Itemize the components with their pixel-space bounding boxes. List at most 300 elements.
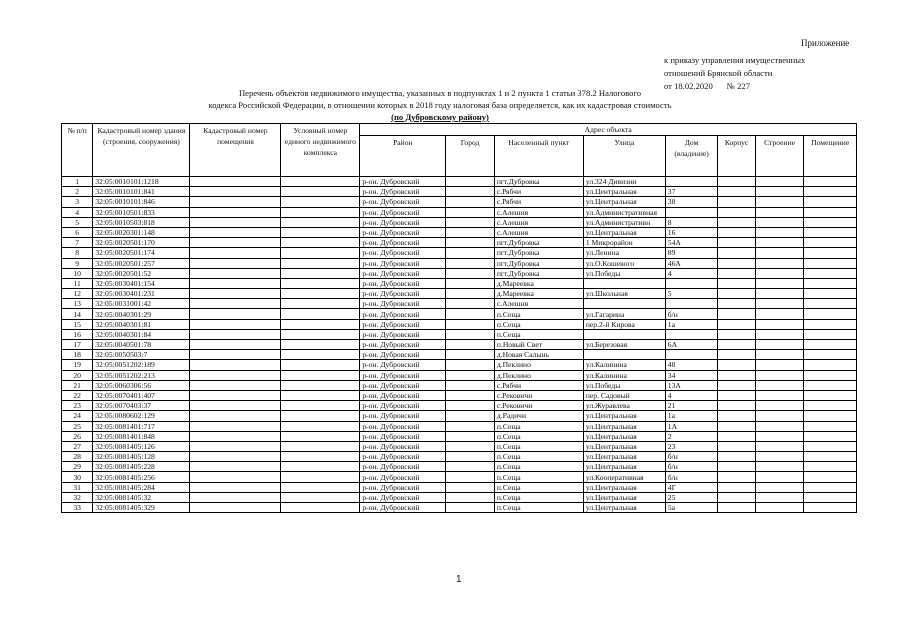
street-cell: ул.О.Кошевого (583, 258, 665, 268)
locality-cell: п.Сеща (494, 503, 583, 513)
building-cell (755, 390, 804, 400)
table-row (62, 350, 857, 360)
complex-number (281, 431, 360, 441)
complex-number (281, 452, 360, 462)
korpus-cell (718, 319, 755, 329)
korpus-cell (718, 472, 755, 482)
table-row (62, 197, 857, 207)
table-row (62, 431, 857, 441)
order-number: № 227 (726, 81, 751, 91)
table-row (62, 380, 857, 390)
korpus-cell (718, 197, 755, 207)
city-cell (446, 431, 495, 441)
building-cell (755, 248, 804, 258)
locality-cell: с.Рековичи (494, 390, 583, 400)
building-cell (755, 207, 804, 217)
row-number: 32 (62, 492, 93, 502)
cadastral-number: 32:05:0030401:231 (93, 289, 190, 299)
row-number: 28 (62, 452, 93, 462)
row-number: 21 (62, 380, 93, 390)
locality-cell: с.Рябчи (494, 197, 583, 207)
col-cad-complex: Условный номер единого недвижимого комплекса (281, 124, 360, 177)
locality-cell: д.Пеклино (494, 360, 583, 370)
korpus-cell (718, 503, 755, 513)
district-cell: р-он. Дубровский (360, 360, 446, 370)
house-cell (665, 329, 718, 339)
locality-cell: пгт.Дубровка (494, 177, 583, 187)
korpus-cell (718, 299, 755, 309)
locality-cell: п.Сеща (494, 319, 583, 329)
row-number: 1 (62, 177, 93, 187)
complex-number (281, 482, 360, 492)
row-number: 6 (62, 227, 93, 237)
building-cell (755, 340, 804, 350)
cadastral-number: 32:05:0081405:128 (93, 452, 190, 462)
locality-cell: д.Мареевка (494, 278, 583, 288)
row-number: 15 (62, 319, 93, 329)
korpus-cell (718, 217, 755, 227)
room-cell (804, 268, 857, 278)
district-cell: р-он. Дубровский (360, 248, 446, 258)
korpus-cell (718, 177, 755, 187)
street-cell: ул.Центральная (583, 431, 665, 441)
korpus-cell (718, 289, 755, 299)
cadastral-number: 32:05:0081405:32 (93, 492, 190, 502)
district-cell: р-он. Дубровский (360, 258, 446, 268)
house-cell (665, 177, 718, 187)
district-cell: р-он. Дубровский (360, 329, 446, 339)
city-cell (446, 258, 495, 268)
col-house: Дом (владение) (665, 136, 718, 177)
street-cell: ул.Ленина (583, 248, 665, 258)
cadastral-number: 32:05:0081401:717 (93, 421, 190, 431)
table-row (62, 177, 857, 187)
room-cadastral (190, 258, 281, 268)
locality-cell: п.Сеща (494, 492, 583, 502)
table-row (62, 441, 857, 451)
table-row (62, 238, 857, 248)
cadastral-number: 32:05:0081405:284 (93, 482, 190, 492)
city-cell (446, 227, 495, 237)
table-row (62, 187, 857, 197)
house-cell: 5 (665, 289, 718, 299)
table-row (62, 411, 857, 421)
building-cell (755, 421, 804, 431)
table-row (62, 452, 857, 462)
building-cell (755, 329, 804, 339)
korpus-cell (718, 238, 755, 248)
house-cell: 37 (665, 187, 718, 197)
district-cell: р-он. Дубровский (360, 431, 446, 441)
table-row (62, 482, 857, 492)
appendix-label: Приложение (801, 38, 850, 48)
complex-number (281, 207, 360, 217)
building-cell (755, 299, 804, 309)
col-num: № п/п (62, 124, 93, 177)
city-cell (446, 350, 495, 360)
locality-cell: п.Сеща (494, 482, 583, 492)
locality-cell: д.Новая Салынь (494, 350, 583, 360)
col-cad-room: Кадастровый номер помещения (190, 124, 281, 177)
cadastral-number: 32:05:0060306:56 (93, 380, 190, 390)
city-cell (446, 329, 495, 339)
room-cell (804, 380, 857, 390)
order-line-1: к приказу управления имущественных (664, 55, 806, 65)
locality-cell: п.Сеща (494, 329, 583, 339)
house-cell: 4Г (665, 482, 718, 492)
district-cell: р-он. Дубровский (360, 380, 446, 390)
korpus-cell (718, 268, 755, 278)
house-cell: 54А (665, 238, 718, 248)
complex-number (281, 401, 360, 411)
cadastral-number: 32:05:0020501:174 (93, 248, 190, 258)
room-cadastral (190, 217, 281, 227)
room-cell (804, 482, 857, 492)
korpus-cell (718, 390, 755, 400)
cadastral-number: 32:05:0030401:154 (93, 278, 190, 288)
room-cell (804, 350, 857, 360)
row-number: 18 (62, 350, 93, 360)
building-cell (755, 472, 804, 482)
room-cell (804, 462, 857, 472)
complex-number (281, 177, 360, 187)
building-cell (755, 360, 804, 370)
city-cell (446, 380, 495, 390)
house-cell: 25 (665, 492, 718, 502)
city-cell (446, 289, 495, 299)
street-cell (583, 350, 665, 360)
col-building: Строение (755, 136, 804, 177)
room-cell (804, 370, 857, 380)
building-cell (755, 319, 804, 329)
city-cell (446, 319, 495, 329)
room-cell (804, 187, 857, 197)
city-cell (446, 299, 495, 309)
house-cell: 4 (665, 268, 718, 278)
building-cell (755, 187, 804, 197)
locality-cell: п.Сеща (494, 452, 583, 462)
house-cell: 8 (665, 217, 718, 227)
room-cadastral (190, 177, 281, 187)
room-cadastral (190, 248, 281, 258)
district-cell: р-он. Дубровский (360, 299, 446, 309)
complex-number (281, 258, 360, 268)
building-cell (755, 177, 804, 187)
street-cell (583, 278, 665, 288)
district-cell: р-он. Дубровский (360, 268, 446, 278)
col-address: Адрес объекта (360, 124, 857, 136)
title-line-1: Перечень объектов недвижимого имущества, указанных в подпунктах 1 и 2 пункта 1 статьи 378.2 Налогового (238, 88, 642, 98)
city-cell (446, 503, 495, 513)
title-district: (по Дубровскому району) (391, 112, 489, 122)
cadastral-number: 32:05:0081405:329 (93, 503, 190, 513)
complex-number (281, 380, 360, 390)
building-cell (755, 452, 804, 462)
table-row (62, 492, 857, 502)
house-cell: 38 (665, 197, 718, 207)
complex-number (281, 248, 360, 258)
street-cell: ул.324 Дивизии (583, 177, 665, 187)
cadastral-number: 32:05:0010501:833 (93, 207, 190, 217)
cadastral-number: 32:05:0051202:189 (93, 360, 190, 370)
cadastral-number: 32:05:0010101:846 (93, 197, 190, 207)
room-cell (804, 258, 857, 268)
row-number: 19 (62, 360, 93, 370)
house-cell: 48 (665, 360, 718, 370)
locality-cell: п.Сеща (494, 462, 583, 472)
district-cell: р-он. Дубровский (360, 187, 446, 197)
room-cadastral (190, 401, 281, 411)
city-cell (446, 482, 495, 492)
district-cell: р-он. Дубровский (360, 309, 446, 319)
district-cell: р-он. Дубровский (360, 441, 446, 451)
korpus-cell (718, 278, 755, 288)
table-row (62, 207, 857, 217)
city-cell (446, 207, 495, 217)
complex-number (281, 360, 360, 370)
city-cell (446, 278, 495, 288)
room-cadastral (190, 329, 281, 339)
locality-cell: п.Сеща (494, 431, 583, 441)
locality-cell: пгт.Дубровка (494, 258, 583, 268)
col-district: Район (360, 136, 446, 177)
room-cadastral (190, 431, 281, 441)
district-cell: р-он. Дубровский (360, 462, 446, 472)
korpus-cell (718, 340, 755, 350)
street-cell: ул.Центральная (583, 187, 665, 197)
korpus-cell (718, 370, 755, 380)
table-row (62, 278, 857, 288)
street-cell: ул.Центральная (583, 441, 665, 451)
korpus-cell (718, 421, 755, 431)
street-cell (583, 329, 665, 339)
street-cell: ул.Административн (583, 217, 665, 227)
korpus-cell (718, 452, 755, 462)
district-cell: р-он. Дубровский (360, 503, 446, 513)
complex-number (281, 227, 360, 237)
building-cell (755, 401, 804, 411)
row-number: 24 (62, 411, 93, 421)
room-cadastral (190, 238, 281, 248)
district-cell: р-он. Дубровский (360, 197, 446, 207)
table-row (62, 299, 857, 309)
building-cell (755, 309, 804, 319)
table-row (62, 248, 857, 258)
row-number: 31 (62, 482, 93, 492)
room-cadastral (190, 309, 281, 319)
col-cad-building: Кадастровый номер здания (строения, сооружения) (93, 124, 190, 177)
table-row (62, 401, 857, 411)
room-cadastral (190, 421, 281, 431)
row-number: 4 (62, 207, 93, 217)
cadastral-number: 32:05:0020301:148 (93, 227, 190, 237)
table-row (62, 421, 857, 431)
room-cadastral (190, 492, 281, 502)
street-cell: ул.Центральная (583, 462, 665, 472)
korpus-cell (718, 462, 755, 472)
room-cadastral (190, 390, 281, 400)
room-cell (804, 248, 857, 258)
house-cell (665, 299, 718, 309)
table-row (62, 319, 857, 329)
street-cell: пер.2-й Кирова (583, 319, 665, 329)
building-cell (755, 370, 804, 380)
street-cell (583, 299, 665, 309)
city-cell (446, 401, 495, 411)
room-cell (804, 360, 857, 370)
city-cell (446, 370, 495, 380)
row-number: 25 (62, 421, 93, 431)
room-cadastral (190, 340, 281, 350)
room-cell (804, 390, 857, 400)
room-cell (804, 340, 857, 350)
col-city: Город (446, 136, 495, 177)
room-cell (804, 278, 857, 288)
korpus-cell (718, 380, 755, 390)
city-cell (446, 268, 495, 278)
building-cell (755, 268, 804, 278)
district-cell: р-он. Дубровский (360, 350, 446, 360)
cadastral-number: 32:05:0081405:228 (93, 462, 190, 472)
locality-cell: с.Алешня (494, 217, 583, 227)
house-cell: 89 (665, 248, 718, 258)
korpus-cell (718, 309, 755, 319)
house-cell: 16 (665, 227, 718, 237)
table-row (62, 472, 857, 482)
cadastral-number: 32:05:0020501:52 (93, 268, 190, 278)
building-cell (755, 258, 804, 268)
cadastral-number: 32:05:0081401:848 (93, 431, 190, 441)
locality-cell: п.Сеща (494, 441, 583, 451)
row-number: 9 (62, 258, 93, 268)
room-cadastral (190, 503, 281, 513)
row-number: 8 (62, 248, 93, 258)
city-cell (446, 472, 495, 482)
room-cell (804, 452, 857, 462)
complex-number (281, 503, 360, 513)
room-cell (804, 431, 857, 441)
cadastral-number: 32:05:0040301:29 (93, 309, 190, 319)
room-cell (804, 503, 857, 513)
city-cell (446, 441, 495, 451)
district-cell: р-он. Дубровский (360, 401, 446, 411)
room-cadastral (190, 197, 281, 207)
room-cadastral (190, 411, 281, 421)
city-cell (446, 411, 495, 421)
street-cell: ул.Центральная (583, 503, 665, 513)
district-cell: р-он. Дубровский (360, 482, 446, 492)
street-cell: ул.Школьная (583, 289, 665, 299)
korpus-cell (718, 411, 755, 421)
house-cell: б/н (665, 472, 718, 482)
city-cell (446, 309, 495, 319)
room-cell (804, 411, 857, 421)
korpus-cell (718, 329, 755, 339)
locality-cell: с.Алешня (494, 299, 583, 309)
complex-number (281, 289, 360, 299)
order-line-2: отношений Брянской области (664, 68, 773, 78)
room-cadastral (190, 360, 281, 370)
house-cell: 46А (665, 258, 718, 268)
title-line-2: кодекса Российской Федерации, в отношении которых в 2018 году налоговая база определяется, как их кадастровая стоимость (208, 100, 672, 110)
cadastral-number: 32:05:0050503:7 (93, 350, 190, 360)
complex-number (281, 350, 360, 360)
district-cell: р-он. Дубровский (360, 289, 446, 299)
room-cell (804, 197, 857, 207)
property-table (61, 123, 857, 513)
district-cell: р-он. Дубровский (360, 238, 446, 248)
building-cell (755, 411, 804, 421)
room-cadastral (190, 268, 281, 278)
street-cell: ул.Гагарина (583, 309, 665, 319)
room-cadastral (190, 187, 281, 197)
room-cadastral (190, 370, 281, 380)
room-cadastral (190, 380, 281, 390)
col-room: Помещение (804, 136, 857, 177)
building-cell (755, 503, 804, 513)
complex-number (281, 329, 360, 339)
table-row (62, 462, 857, 472)
korpus-cell (718, 401, 755, 411)
col-korpus: Корпус (718, 136, 755, 177)
street-cell: ул.Березовая (583, 340, 665, 350)
room-cell (804, 329, 857, 339)
cadastral-number: 32:05:0040301:81 (93, 319, 190, 329)
building-cell (755, 350, 804, 360)
korpus-cell (718, 492, 755, 502)
korpus-cell (718, 441, 755, 451)
district-cell: р-он. Дубровский (360, 227, 446, 237)
korpus-cell (718, 482, 755, 492)
house-cell: 23 (665, 441, 718, 451)
house-cell: 1а (665, 411, 718, 421)
cadastral-number: 32:05:0040501:78 (93, 340, 190, 350)
document-title (170, 87, 710, 123)
city-cell (446, 492, 495, 502)
complex-number (281, 309, 360, 319)
row-number: 7 (62, 238, 93, 248)
city-cell (446, 248, 495, 258)
street-cell: ул.Центральная (583, 492, 665, 502)
complex-number (281, 299, 360, 309)
house-cell: 34 (665, 370, 718, 380)
city-cell (446, 421, 495, 431)
house-cell (665, 207, 718, 217)
house-cell: б/н (665, 462, 718, 472)
room-cell (804, 401, 857, 411)
complex-number (281, 472, 360, 482)
house-cell: 5а (665, 503, 718, 513)
room-cell (804, 472, 857, 482)
korpus-cell (718, 431, 755, 441)
room-cadastral (190, 462, 281, 472)
korpus-cell (718, 350, 755, 360)
building-cell (755, 431, 804, 441)
table-row (62, 329, 857, 339)
room-cell (804, 217, 857, 227)
room-cadastral (190, 482, 281, 492)
building-cell (755, 482, 804, 492)
row-number: 17 (62, 340, 93, 350)
room-cadastral (190, 441, 281, 451)
street-cell: ул.Калинина (583, 360, 665, 370)
locality-cell: с.Алешня (494, 227, 583, 237)
room-cell (804, 319, 857, 329)
cadastral-number: 32:05:0051202:213 (93, 370, 190, 380)
complex-number (281, 462, 360, 472)
street-cell: ул.Центральная (583, 421, 665, 431)
street-cell: ул.Административная (583, 207, 665, 217)
